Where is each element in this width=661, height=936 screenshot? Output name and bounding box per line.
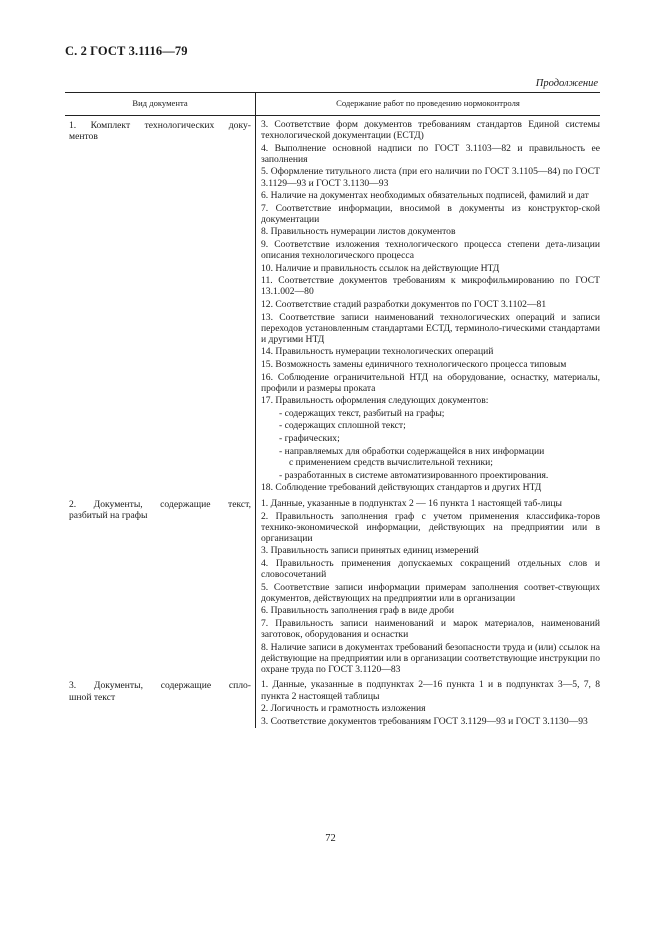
- column-header-doc-type: Вид документа: [65, 93, 256, 116]
- content-item: 3. Соответствие документов требованиям ГОСТ 3.1129—93 и ГОСТ 3.1130—93: [261, 715, 588, 727]
- content-subitem: с применением средств вычислительной техники;: [289, 457, 493, 469]
- norm-control-table: [65, 92, 600, 728]
- content-item: 14. Правильность нумерации технологических операций: [261, 346, 494, 358]
- content-item: 1. Данные, указанные в подпунктах 2 — 16 пункта 1 настоящей таб-лицы: [261, 498, 562, 509]
- doc-type-cell: [65, 495, 256, 676]
- content-item: 5. Оформление титульного листа (при его наличии по ГОСТ 3.1105—84) по ГОСТ 3.1129—93 и ГОСТ 3.1130—93: [261, 166, 600, 189]
- table-row: [65, 676, 600, 728]
- table-row: [65, 116, 600, 495]
- content-item: 7. Соответствие информации, вносимой в документы из конструктор-ской документации: [261, 202, 600, 225]
- content-item: 2. Логичность и грамотность изложения: [261, 703, 426, 715]
- content-cell: [256, 495, 601, 676]
- content-item: 2. Правильность заполнения граф с учетом применения классифика-торов технико-экономической информации, действующих на предприятии или в организации: [261, 510, 600, 544]
- column-header-content: Содержание работ по проведению нормоконтроля: [256, 93, 601, 116]
- doc-type-line: 3. Документы, содержащие спло-: [69, 680, 251, 692]
- content-item: 7. Правильность записи наименований и марок материалов, наименований заготовок, оборудования и оснастки: [261, 617, 600, 641]
- content-item: 13. Соответствие записи наименований технологических операций и записи переходов установленным стандартами ЕСТД, терминоло-гическими стандартами и другими НТД: [261, 311, 600, 345]
- content-item: 16. Соблюдение ограничительной НТД на оборудование, оснастку, материалы, профили и размеры проката: [261, 371, 600, 394]
- doc-type-line: 2. Документы, содержащие текст,: [69, 499, 251, 510]
- content-item: 4. Выполнение основной надписи по ГОСТ 3.1103—82 и правильность ее заполнения: [261, 142, 600, 165]
- content-item: 3. Правильность записи принятых единиц измерений: [261, 545, 479, 557]
- content-item: 6. Правильность заполнения граф в виде дроби: [261, 605, 455, 617]
- content-item: 18. Соблюдение требований действующих стандартов и других НТД: [261, 482, 542, 494]
- page-header-title: С. 2 ГОСТ 3.1116—79: [65, 44, 188, 58]
- content-item: 5. Соответствие записи информации примерам заполнения соответ-ствующих документов, действующих на предприятии или в организации: [261, 581, 600, 604]
- content-item: 8. Правильность нумерации листов документов: [261, 226, 456, 238]
- content-item: 9. Соответствие изложения технологического процесса степени дета-лизации описания технологического процесса: [261, 239, 600, 262]
- content-subitem: - разработанных в системе автоматизированного проектирования.: [279, 469, 549, 481]
- content-item: 12. Соответствие стадий разработки документов по ГОСТ 3.1102—81: [261, 299, 547, 310]
- content-subitem: - содержащих текст, разбитый на графы;: [279, 407, 445, 419]
- content-item: 4. Правильность применения допускаемых сокращений отдельных слов и словосочетаний: [261, 557, 600, 581]
- content-item: 15. Возможность замены единичного технологического процесса типовым: [261, 358, 567, 370]
- doc-type-line: шной текст: [69, 691, 116, 703]
- content-item: 8. Наличие записи в документах требований безопасности труда и (или) ссылок на действующие на предприятии или в организации соответствующие инструкции по охране труда по ГОСТ 3.1120—83: [261, 641, 600, 675]
- content-item: 3. Соответствие форм документов требованиям стандартов Единой системы технологической документации (ЕСТД): [261, 119, 600, 142]
- doc-type-line: ментов: [69, 131, 98, 143]
- content-cell: [256, 676, 601, 728]
- content-subitem: - графических;: [279, 433, 340, 445]
- doc-type-cell: [65, 116, 256, 495]
- page-number: 72: [325, 833, 336, 844]
- content-item: 11. Соответствие документов требованиям к микрофильмированию по ГОСТ 13.1.002—80: [261, 275, 600, 298]
- content-item: 1. Данные, указанные в подпунктах 2—16 пункта 1 и в подпунктах 3—5, 7, 8 пункта 2 настоящей таблицы: [261, 679, 600, 702]
- content-subitem: - направляемых для обработки содержащейся в них информации: [279, 445, 545, 457]
- table-header-row: [65, 93, 600, 116]
- content-item: 6. Наличие на документах необходимых обязательных подписей, фамилий и дат: [261, 190, 589, 202]
- table-row: [65, 495, 600, 676]
- content-subitem: - содержащих сплошной текст;: [279, 420, 406, 432]
- content-item: 10. Наличие и правильность ссылок на действующие НТД: [261, 262, 500, 274]
- doc-type-line: 1. Комплект технологических доку-: [69, 120, 251, 132]
- doc-type-cell: [65, 676, 256, 728]
- continuation-label: Продолжение: [535, 78, 598, 89]
- content-item: 17. Правильность оформления следующих документов:: [261, 395, 489, 407]
- doc-type-line: разбитый на графы: [69, 510, 148, 522]
- content-cell: [256, 116, 601, 495]
